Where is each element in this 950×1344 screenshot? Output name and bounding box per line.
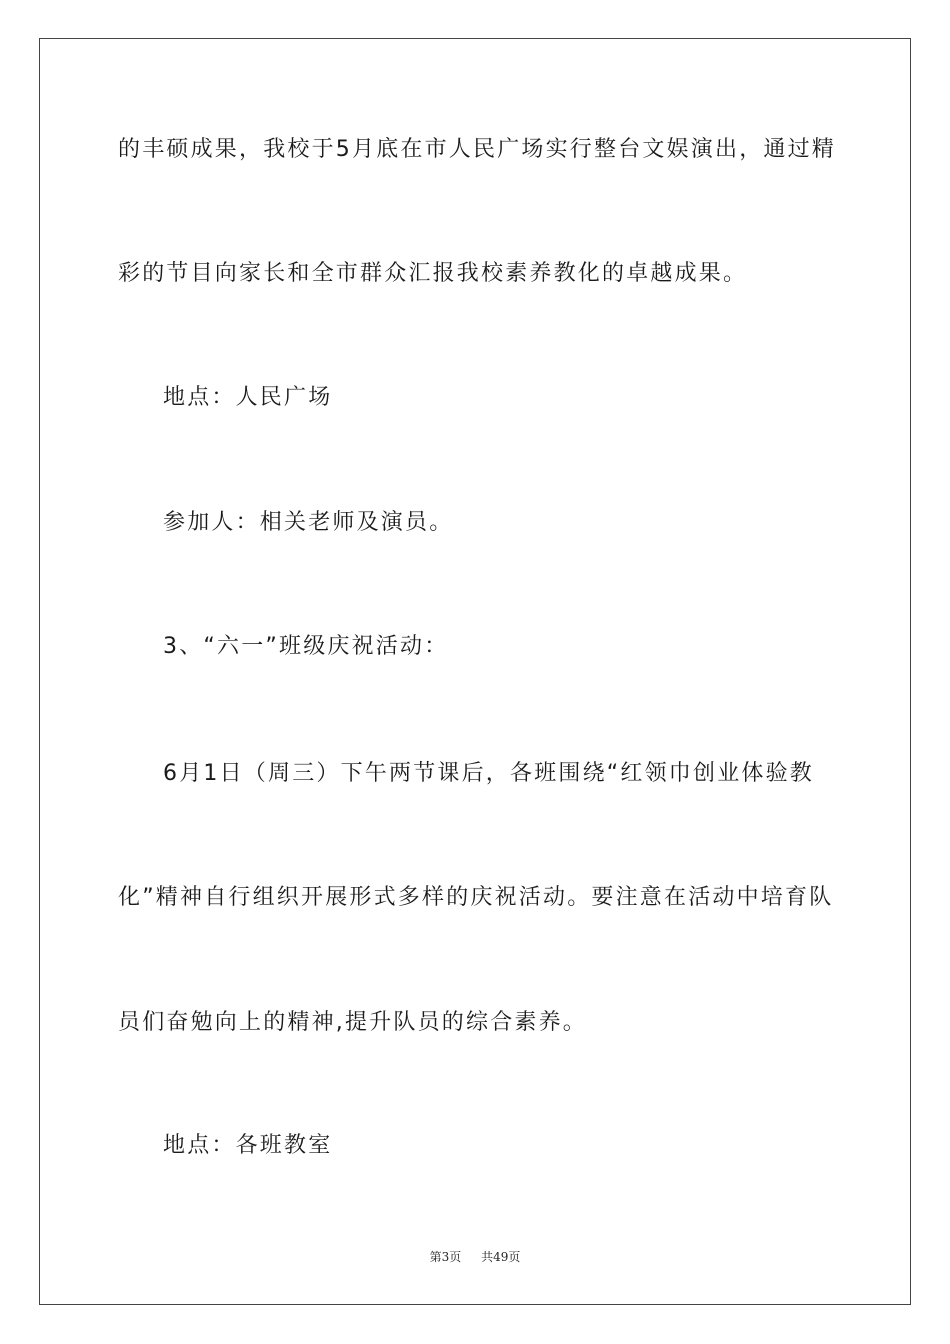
page-footer (0, 1248, 950, 1265)
location-line: 地点：各班教室 (163, 1133, 333, 1158)
body-text-line: 彩的节目向家长和全市群众汇报我校素养教化的卓越成果。 (118, 261, 748, 286)
body-text-line: 员们奋勉向上的精神,提升队员的综合素养。 (118, 1010, 587, 1035)
page-total: 共49页 (481, 1250, 521, 1264)
page-border (39, 38, 911, 1305)
body-text-line: 化”精神自行组织开展形式多样的庆祝活动。要注意在活动中培育队 (118, 885, 834, 910)
body-text-line: 的丰硕成果，我校于5月底在市人民广场实行整台文娱演出，通过精 (118, 137, 836, 162)
page-number: 第3页 (429, 1250, 462, 1264)
body-text-line: 6月1日（周三）下午两节课后，各班围绕“红领巾创业体验教 (163, 761, 814, 786)
location-line: 地点：人民广场 (163, 385, 333, 410)
section-heading: 3、“六一”班级庆祝活动： (163, 634, 449, 659)
participants-line: 参加人：相关老师及演员。 (163, 510, 454, 535)
